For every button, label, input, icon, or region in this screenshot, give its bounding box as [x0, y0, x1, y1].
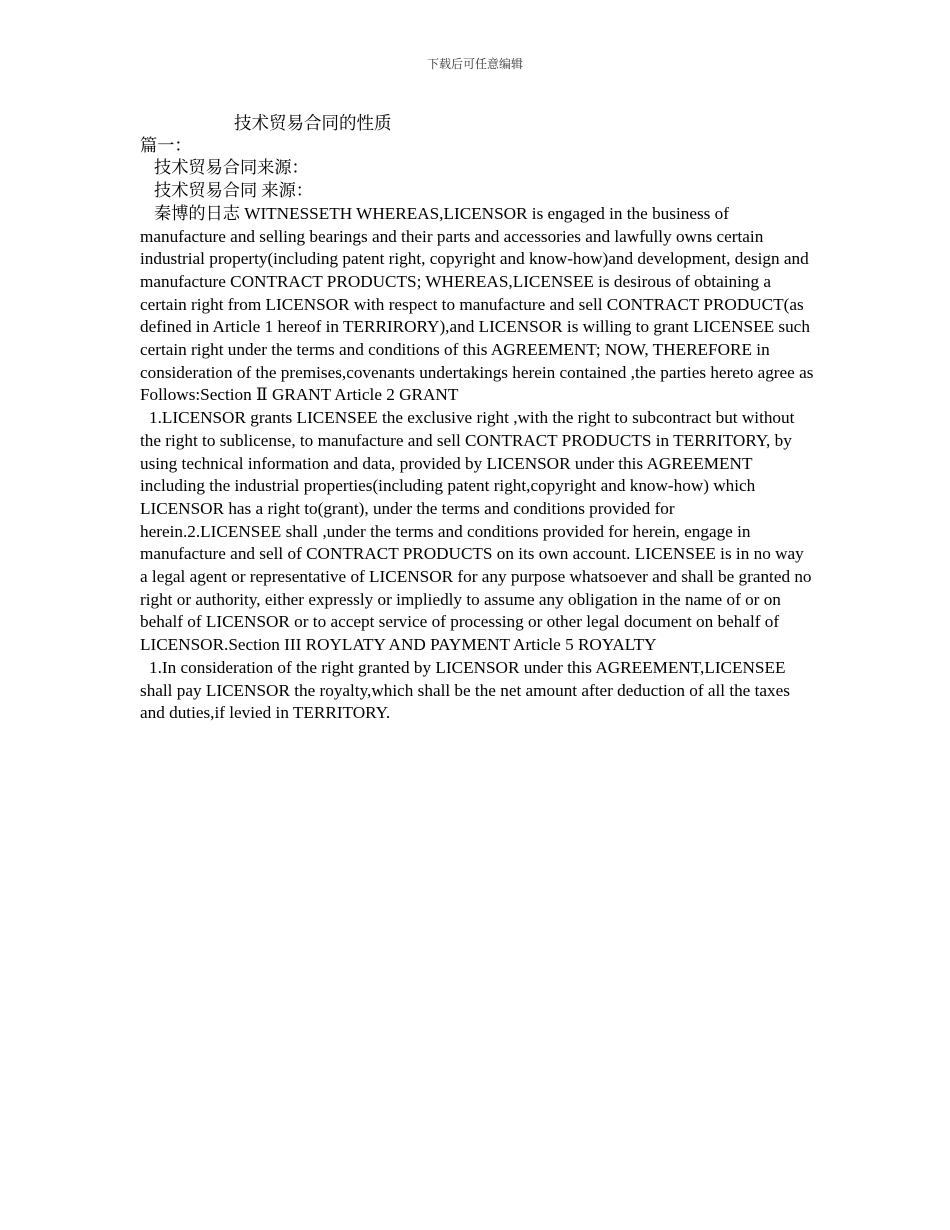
paragraph-recitals: 秦博的日志 WITNESSETH WHEREAS,LICENSOR is engaged in the business of manufacture and selling bearings and their parts and accessories and lawfully owns certain industrial property(including patent right, copyright and know-how)and development, design and manufacture CONTRACT PRODUCTS; WHEREAS,LICENSEE is desirous of obtaining a certain right from LICENSOR with respect to manufacture and sell CONTRACT PRODUCT(as defined in Article 1 hereof in TERRIRORY),and LICENSOR is willing to grant LICENSEE such certain right under the terms and conditions of this AGREEMENT; NOW, THEREFORE in consideration of the premises,covenants undertakings herein contained ,the parties hereto agree as Follows:Section Ⅱ GRANT Article 2 GRANT — [140, 203, 814, 405]
source-line-1: 技术贸易合同来源： — [154, 158, 309, 178]
paragraph-royalty: 1.In consideration of the right granted by LICENSOR under this AGREEMENT,LICENSEE shall pay LICENSOR the royalty,which shall be the net amount after deduction of all the taxes and duties,if levied in TERRITORY. — [140, 657, 790, 723]
header-note: 下载后可任意编辑 — [426, 57, 523, 71]
paragraph-grant: 1.LICENSOR grants LICENSEE the exclusive right ,with the right to subcontract but without the right to sublicense, to manufacture and sell CONTRACT PRODUCTS in TERRITORY, by using technical information and data, provided by LICENSOR under this AGREEMENT including the industrial properties(including patent right,copyright and know-how) which LICENSOR has a right to(grant), under the terms and conditions provided for herein.2.LICENSEE shall ,under the terms and conditions provided for herein, engage in manufacture and sell of CONTRACT PRODUCTS on its own account. LICENSEE is in no way a legal agent or representative of LICENSOR for any purpose whatsoever and shall be granted no right or authority, either expressly or impliedly to assume any obligation in the name of or on behalf of LICENSOR or to accept service of processing or other legal document on behalf of LICENSOR.Section III ROYLATY AND PAYMENT Article 5 ROYALTY — [140, 408, 812, 655]
document-body — [140, 112, 815, 725]
document-title: 技术贸易合同的性质 — [234, 113, 392, 133]
source-line-2: 技术贸易合同 来源： — [154, 181, 313, 201]
section-label: 篇一： — [140, 135, 192, 155]
